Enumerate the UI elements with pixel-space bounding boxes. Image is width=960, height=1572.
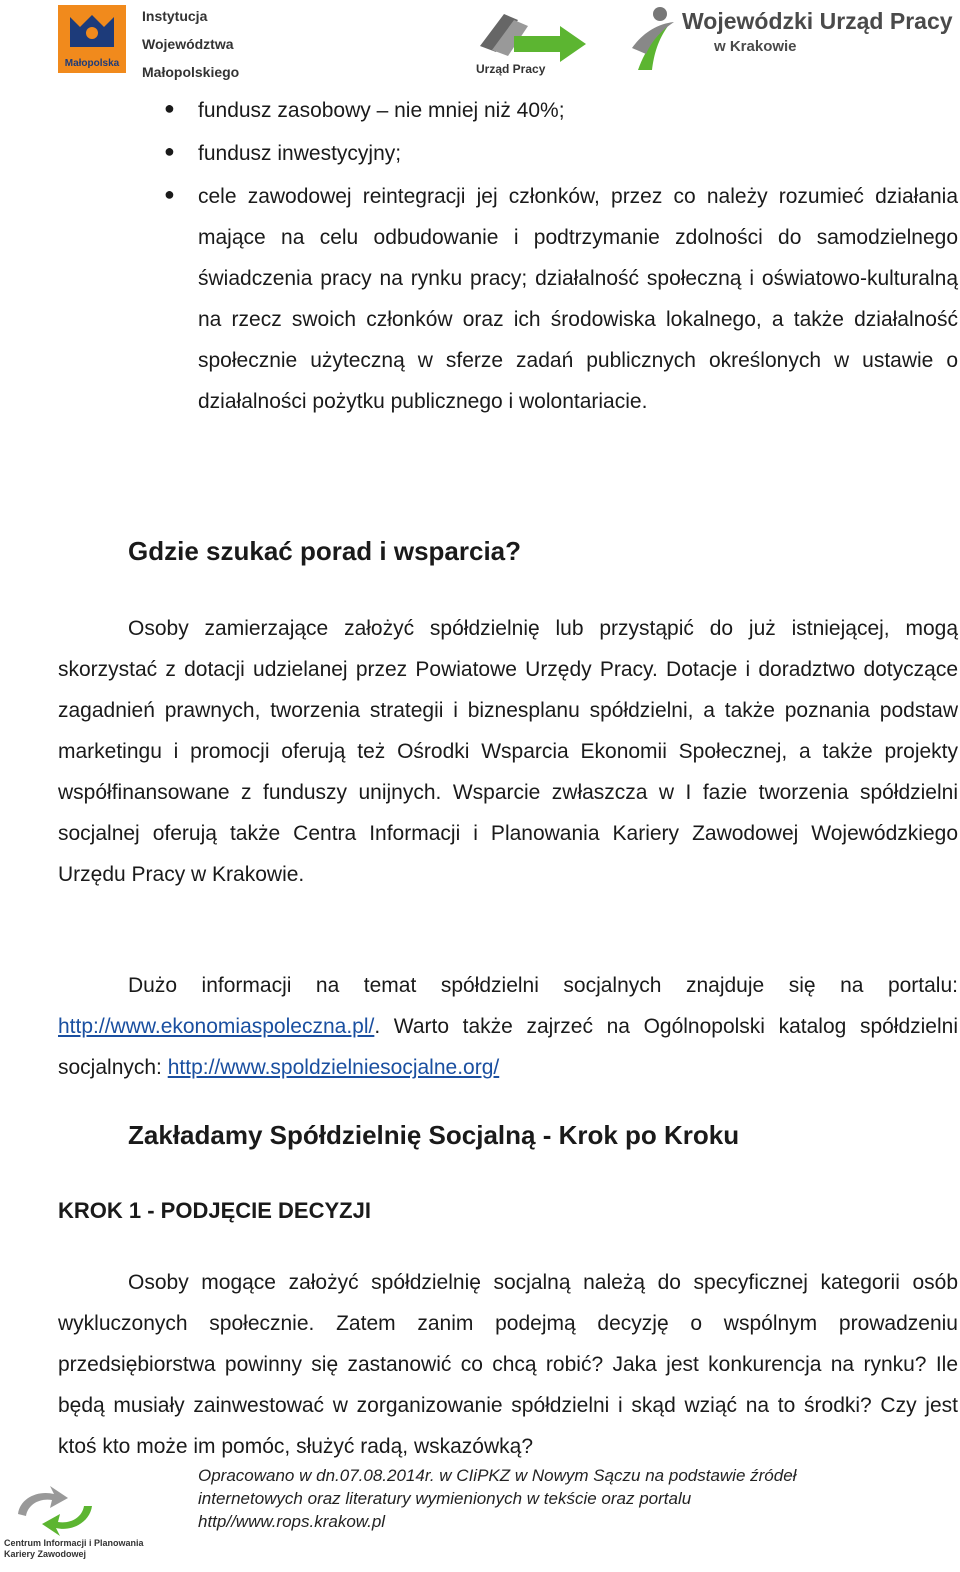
list-item: fundusz inwestycyjny; (198, 142, 402, 165)
step-heading: KROK 1 - PODJĘCIE DECYZJI (58, 1198, 371, 1223)
urzad-pracy-label: Urząd Pracy (476, 62, 546, 76)
malopolska-label: Małopolska (64, 58, 120, 69)
list-item: cele zawodowej reintegracji jej członków, przez co należy rozumieć działania mające na celu odbudowanie i podtrzymanie zdolności do samodzielnego świadczenia pracy na rynku pracy; działalność społeczną i oświatowo-kulturalną na rzecz swoich członków oraz ich środowiska lokalnego, a także działalność społecznie użyteczną w sferze zadań publicznych określonych w ustawie o działalności pożytku publicznego i wolontariacie. (198, 185, 958, 413)
ekonomiaspoleczna-link[interactable]: http://www.ekonomiaspoleczna.pl/ (58, 1015, 375, 1038)
footer-note: Opracowano w dn.07.08.2014r. w CIiPKZ w Nowym Sączu na podstawie źródeł internetowych oraz literatury wymienionych w tekście oraz portalu http//www.rops.krakow.pl (198, 1466, 797, 1531)
bullet-dot: ● (164, 184, 175, 204)
section-heading: Gdzie szukać porad i wsparcia? (128, 536, 522, 566)
bullet-dot: ● (164, 141, 175, 161)
info-paragraph: Dużo informacji na temat spółdzielni socjalnych znajduje się na portalu: http://www.ekonomiaspoleczna.pl/. Warto także zajrzeć na Ogólnopolski katalog spółdzielni socjalnych: http://www.spoldzielniesocjalne.org/ (58, 974, 958, 1079)
paragraph: Osoby zamierzające założyć spółdzielnię lub przystąpić do już istniejącej, mogą skorzystać z dotacji udzielanej przez Powiatowe Urzędy Pracy. Dotacje i doradztwo dotyczące zagadnień prawnych, tworzenia strategii i biznesplanu spółdzielni, a także poznania podstaw marketingu i promocji oferują też Ośrodki Wsparcia Ekonomii Społecznej, a także projekty współfinansowane z funduszy unijnych. Wsparcie zwłaszcza w I fazie tworzenia spółdzielni socjalnej oferują także Centra Informacji i Planowania Kariery Zawodowej Wojewódzkiego Urzędu Pracy w Krakowie. (58, 617, 958, 886)
spoldzielniesocjalne-link[interactable]: http://www.spoldzielniesocjalne.org/ (167, 1056, 500, 1079)
cipkz-label: Kariery Zawodowej (4, 1549, 87, 1559)
urzad-pracy-logo (474, 6, 590, 80)
wup-logo (628, 4, 958, 76)
cipkz-logo (4, 1484, 144, 1570)
list-item: fundusz zasobowy – nie mniej niż 40%; (198, 99, 565, 122)
bullet-dot: ● (164, 98, 175, 118)
section-heading: Zakładamy Spółdzielnię Socjalną - Krok po Kroku (128, 1120, 740, 1150)
institution-name: Instytucja Województwa Małopolskiego (142, 8, 240, 80)
malopolska-logo (58, 5, 126, 73)
wup-title: Wojewódzki Urząd Pracy (682, 8, 953, 34)
cipkz-label: Centrum Informacji i Planowania (4, 1538, 144, 1548)
page-header (0, 0, 960, 90)
wup-subtitle: w Krakowie (714, 38, 797, 55)
paragraph: Osoby mogące założyć spółdzielnię socjalną należą do specyficznej kategorii osób wykluczonych społecznie. Zatem zanim podejmą decyzję o wspólnym prowadzeniu przedsiębiorstwa powinny się zastanowić co chcą robić? Jaka jest konkurencja na rynku? Ile będą musiały zainwestować w zorganizowanie spółdzielni i skąd wziąć na to środki? Czy jest ktoś kto może im pomóc, służyć radą, wskazówką? (58, 1271, 958, 1458)
